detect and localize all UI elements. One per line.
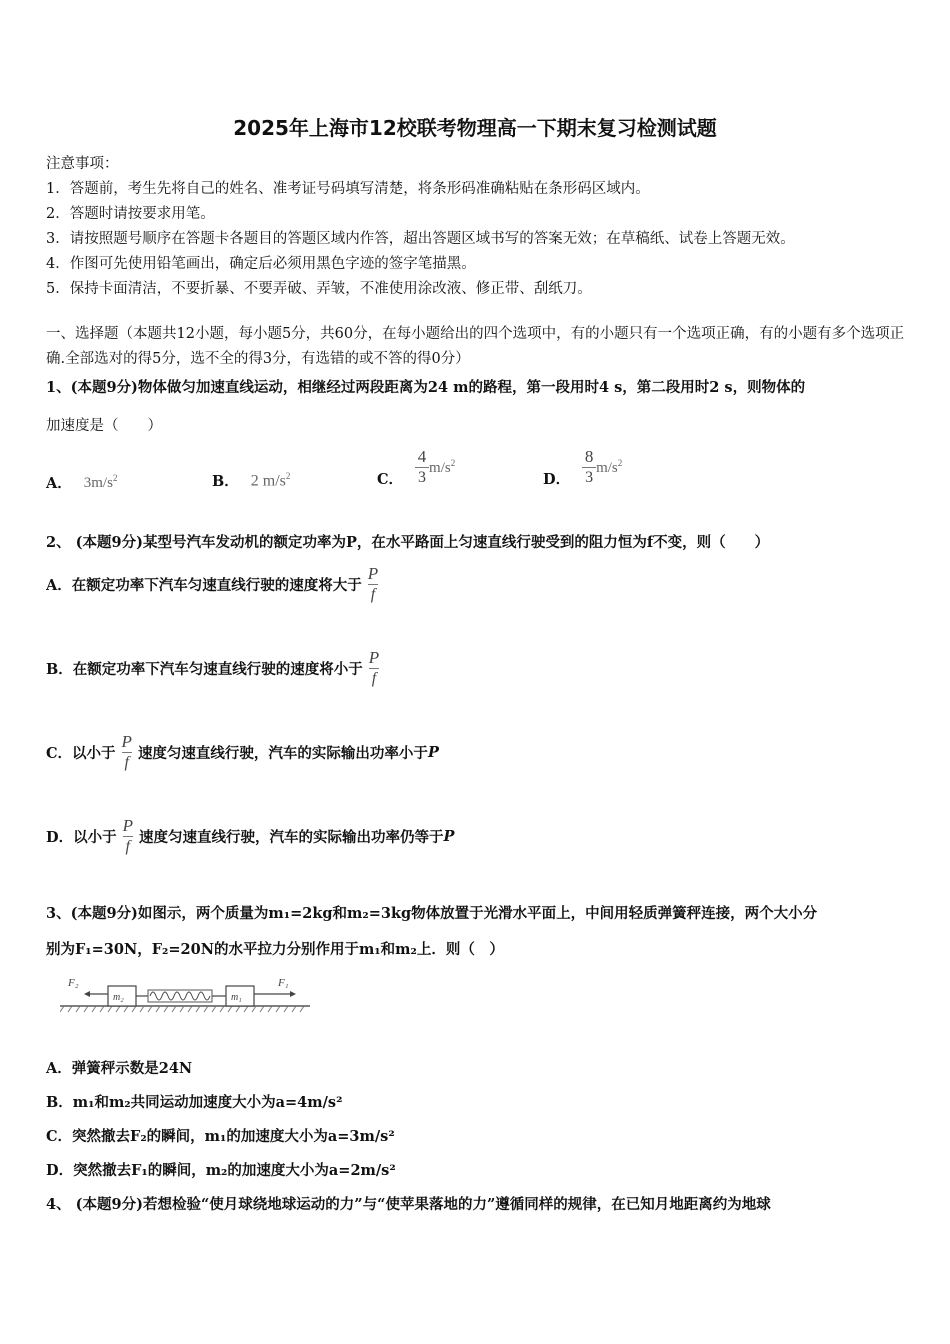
fraction: $\frac{P}{f}$ — [368, 648, 380, 687]
q2-option-a: A． 在额定功率下汽车匀速直线行驶的速度将大于 $\frac{P}{f}$ — [46, 564, 379, 603]
option-label: C． — [377, 471, 404, 488]
m1-label: m₁ — [231, 992, 242, 1003]
option-value: $3m/s^2$ — [83, 473, 118, 491]
q3-option-b: B．m₁和m₂共同运动加速度大小为a=4m/s² — [46, 1094, 343, 1111]
q1-option-b — [212, 470, 290, 491]
option-label: A． — [46, 475, 72, 492]
notice-item: 5．保持卡面清洁，不要折暴、不要弄破、弄皱，不准使用涂改液、修正带、刮纸刀。 — [46, 281, 592, 297]
notice-item: 1．答题前，考生先将自己的姓名、准考证号码填写清楚，将条形码准确粘贴在条形码区域内。 — [46, 181, 650, 197]
option-label: B． — [212, 473, 239, 490]
notice-item: 2．答题时请按要求用笔。 — [46, 206, 215, 222]
fraction: $\frac{P}{f}$ — [122, 816, 133, 855]
section-intro: 一、选择题（本题共12小题，每小题5分，共60分，在每小题给出的四个选项中，有的小题只有一个选项正确，有的小题有多个选项正确.全部选对的得5分，选不全的得3分，有选错的或不答的得0分） — [46, 326, 905, 367]
option-unit: $m/s^2$ — [596, 458, 623, 476]
fraction: $\frac{4}{3}$ — [415, 447, 429, 488]
fraction: $\frac{P}{f}$ — [121, 732, 132, 771]
notice-item: 4．作图可先使用铅笔画出，确定后必须用黑色字迹的签字笔描黑。 — [46, 256, 476, 272]
notice-heading: 注意事项： — [46, 156, 119, 172]
page-title: 2025年上海市12校联考物理高一下期末复习检测试题 — [233, 116, 717, 140]
question-4-line1: 4、 (本题9分)若想检验“使月球绕地球运动的力”与“使苹果落地的力”遵循同样的规律，在已知月地距离约为地球 — [46, 1196, 771, 1213]
fraction: $\frac{P}{f}$ — [367, 564, 379, 603]
q1-option-a — [46, 472, 117, 493]
q2-option-d: D． 以小于 $\frac{P}{f}$ 速度匀速直线行驶，汽车的实际输出功率仍等于 P — [46, 816, 455, 855]
option-unit: $m/s^2$ — [429, 458, 456, 476]
q3-option-a: A．弹簧秤示数是24N — [46, 1060, 193, 1077]
question-1-line1: 1、(本题9分)物体做匀加速直线运动，相继经过两段距离为24 m的路程，第一段用时4 s，第二段用时2 s，则物体的 — [46, 379, 806, 396]
q3-option-c: C．突然撤去F₂的瞬间，m₁的加速度大小为a=3m/s² — [46, 1128, 395, 1145]
q1-option-c — [377, 446, 455, 489]
fraction: $\frac{8}{3}$ — [582, 447, 596, 488]
f2-label: F₂ — [68, 977, 79, 989]
q2-option-b: B． 在额定功率下汽车匀速直线行驶的速度将小于 $\frac{P}{f}$ — [46, 648, 380, 687]
option-label: D． — [543, 471, 571, 488]
question-3-line1: 3、(本题9分)如图示，两个质量为m₁=2kg和m₂=3kg物体放置于光滑水平面上，中间用轻质弹簧秤连接，两个大小分 — [46, 905, 818, 922]
q2-option-c: C． 以小于 $\frac{P}{f}$ 速度匀速直线行驶，汽车的实际输出功率小于 P — [46, 732, 439, 771]
option-value: 2 $m/s^2$ — [250, 470, 291, 490]
q3-option-d: D．突然撤去F₁的瞬间，m₂的加速度大小为a=2m/s² — [46, 1162, 396, 1179]
f2-arrowhead — [84, 991, 90, 997]
question-1-line2: 加速度是（ ） — [46, 418, 162, 434]
ground-hatch — [60, 1006, 304, 1012]
question-2-stem: 2、 (本题9分)某型号汽车发动机的额定功率为P，在水平路面上匀速直线行驶受到的阻力恒为f不变，则（ ） — [46, 534, 770, 551]
f1-arrowhead — [290, 991, 296, 997]
f1-label: F₁ — [278, 977, 289, 989]
notice-item: 3．请按照题号顺序在答题卡各题目的答题区域内作答，超出答题区域书写的答案无效；在草稿纸、试卷上答题无效。 — [46, 231, 795, 247]
question-3-line2: 别为F₁=30N，F₂=20N的水平拉力分别作用于m₁和m₂上．则（ ） — [46, 941, 504, 958]
spring-diagram — [60, 970, 315, 1015]
m2-label: m₂ — [113, 992, 124, 1003]
q1-option-d — [543, 446, 622, 489]
